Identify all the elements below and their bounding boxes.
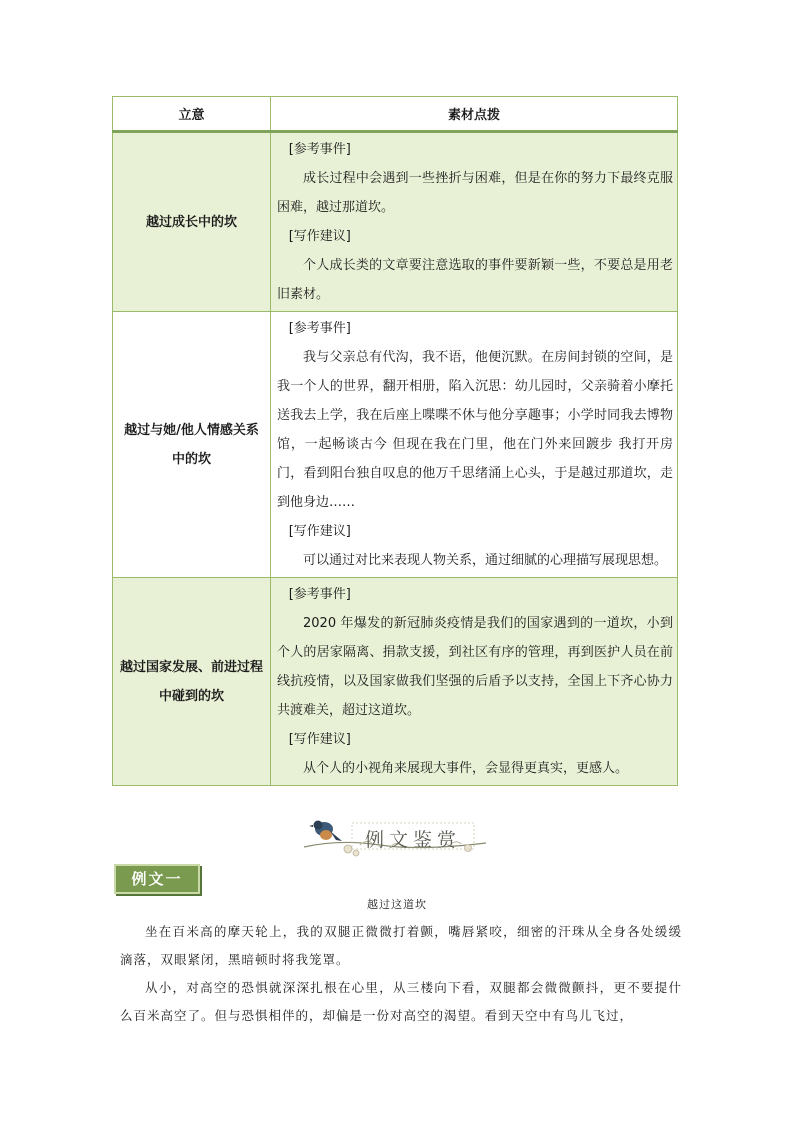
table-header-row <box>113 97 678 132</box>
material-cell <box>271 312 678 578</box>
advice-text: 从个人的小视角来展现大事件，会显得更真实，更感人。 <box>303 761 629 776</box>
event-text: 2020 年爆发的新冠肺炎疫情是我们的国家遇到的一道坎，小到个人的居家隔离、捐款支援，到社区有序的管理，再到医护人员在前线抗疫情，以及国家做我们坚强的后盾予以支持，全国上下齐心协力共渡难关，超过这道坎。 <box>277 616 673 718</box>
header-topic: 立意 <box>113 97 271 132</box>
banner-text: 例文鉴赏 <box>364 829 461 851</box>
essay-body <box>120 918 682 1030</box>
event-text: 我与父亲总有代沟，我不语，他便沉默。在房间封锁的空间，是我一个人的世界，翻开相册，陷入沉思：幼儿园时，父亲骑着小摩托送我去上学，我在后座上喋喋不休与他分享趣事；小学时同我去博物馆，一起畅谈古今 但现在我在门里，他在门外来回踱步 我打开房门，看到阳台独自叹息的他万千思绪涌上心头，于是越过那道坎，走到他身边…… <box>277 350 673 510</box>
event-heading: [参考事件] <box>288 142 351 157</box>
event-heading: [参考事件] <box>288 321 351 336</box>
material-cell <box>271 132 678 312</box>
essay-title: 越过这道坎 <box>367 898 427 911</box>
event-text: 成长过程中会遇到一些挫折与困难，但是在你的努力下最终克服困难，越过那道坎。 <box>277 171 673 215</box>
topic-cell: 越过成长中的坎 <box>113 132 271 312</box>
header-material: 素材点拨 <box>271 97 678 132</box>
topic-cell: 越过与她/他人情感关系中的坎 <box>113 312 271 578</box>
advice-heading: [写作建议] <box>288 229 351 244</box>
essay-paragraph: 坐在百米高的摩天轮上，我的双腿正微微打着颤，嘴唇紧咬，细密的汗珠从全身各处缓缓滴落，双眼紧闭，黑暗顿时将我笼罩。 <box>120 924 682 967</box>
advice-heading: [写作建议] <box>288 524 351 539</box>
advice-heading: [写作建议] <box>288 732 351 747</box>
table-row <box>113 132 678 312</box>
material-cell <box>271 578 678 786</box>
example-essay-banner <box>300 815 490 861</box>
event-heading: [参考事件] <box>288 587 351 602</box>
table-row <box>113 312 678 578</box>
section-label: 例文一 <box>114 864 200 894</box>
table-row <box>113 578 678 786</box>
advice-text: 可以通过对比来表现人物关系，通过细腻的心理描写展现思想。 <box>303 553 668 568</box>
advice-text: 个人成长类的文章要注意选取的事件要新颖一些，不要总是用老旧素材。 <box>277 258 673 302</box>
topic-cell: 越过国家发展、前进过程中碰到的坎 <box>113 578 271 786</box>
essay-paragraph: 从小，对高空的恐惧就深深扎根在心里，从三楼向下看，双腿都会微微颤抖，更不要提什么百米高空了。但与恐惧相伴的，却偏是一份对高空的渴望。看到天空中有鸟儿飞过， <box>120 980 682 1023</box>
topic-material-table <box>112 96 678 786</box>
